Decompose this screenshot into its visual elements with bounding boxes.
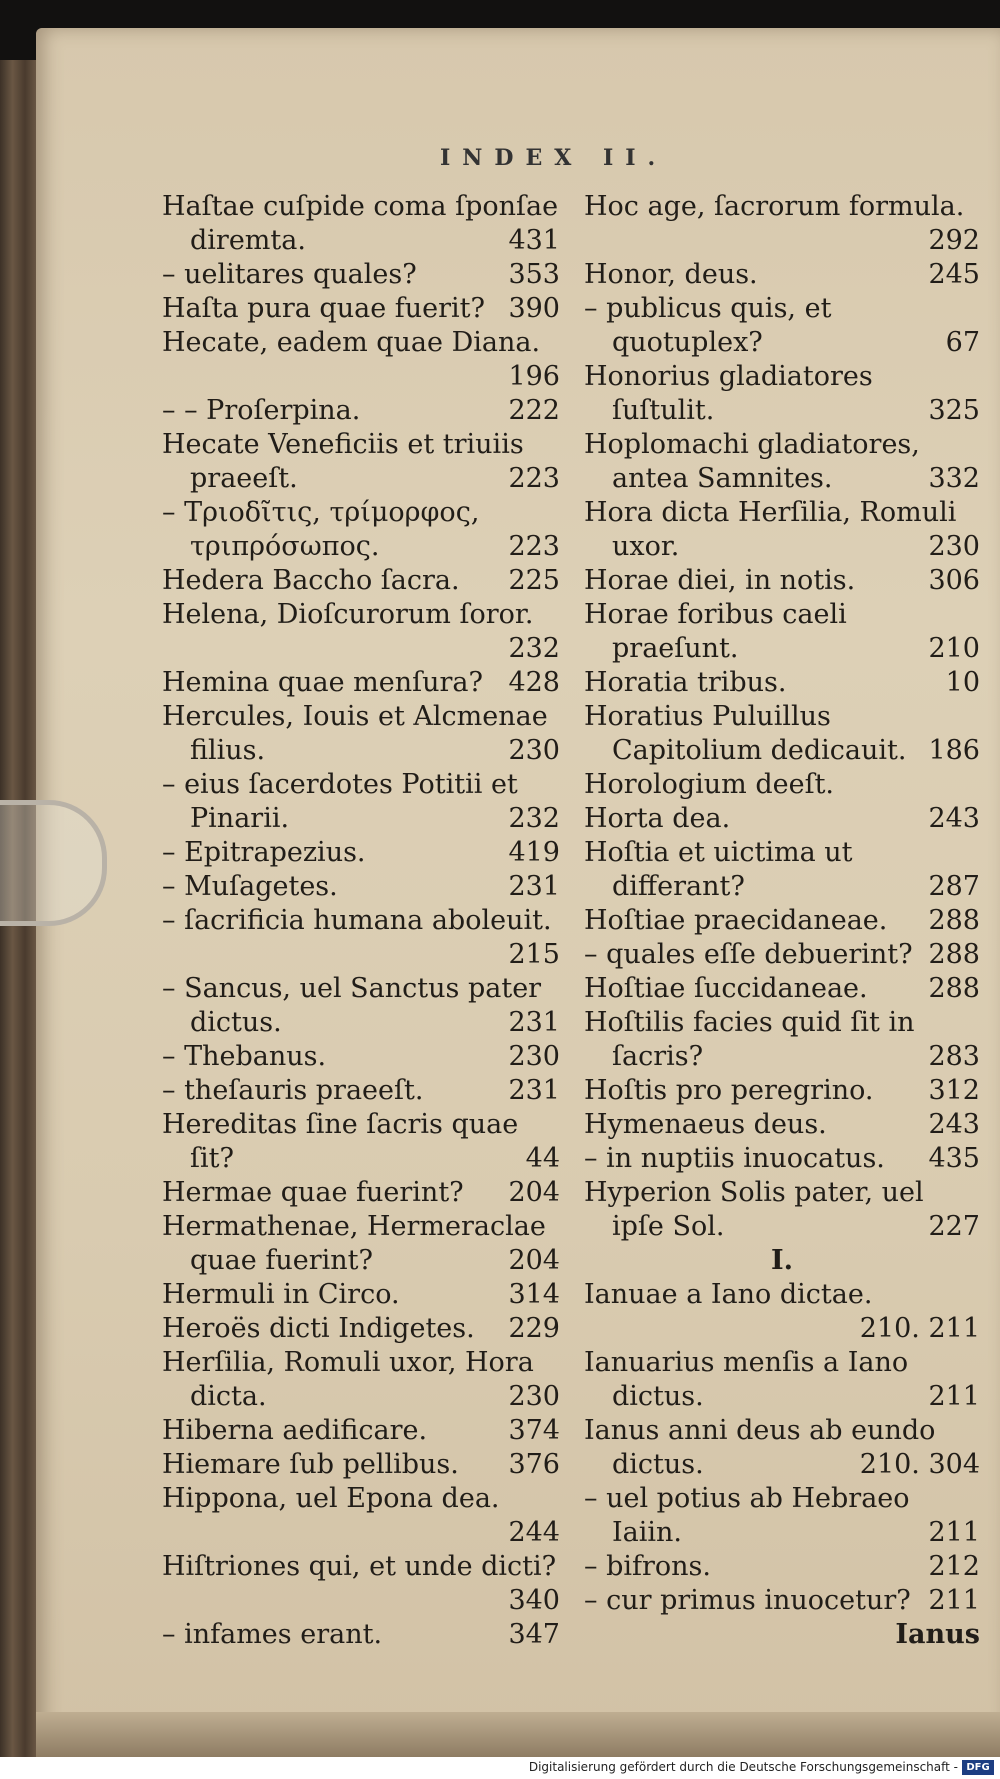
index-entry xyxy=(584,292,980,360)
index-entry xyxy=(584,428,980,496)
entry-text: Hoplomachi gladiatores, antea Samnites. xyxy=(584,429,920,494)
page-clip xyxy=(0,800,107,926)
index-entry xyxy=(584,1550,980,1584)
index-entry xyxy=(584,972,980,1006)
index-column-right xyxy=(584,190,980,1652)
index-entry xyxy=(162,666,560,700)
entry-page-number: 332 xyxy=(928,463,980,494)
entry-text: Hoſtis pro peregrino. xyxy=(584,1075,874,1106)
entry-page-number: 419 xyxy=(508,837,560,868)
entry-page-number: 287 xyxy=(928,871,980,902)
entry-page-number: 243 xyxy=(928,1109,980,1140)
entry-text: Hecate Veneficiis et triuiis praeeſt. xyxy=(162,429,524,494)
entry-page-number: 223 xyxy=(508,463,560,494)
entry-text: Hermae quae fuerint? xyxy=(162,1177,464,1208)
entry-page-number: 215 xyxy=(508,939,560,970)
entry-text: – uel potius ab Hebraeo Iaiin. xyxy=(584,1483,910,1548)
index-entry xyxy=(162,768,560,836)
entry-page-number: 225 xyxy=(508,565,560,596)
entry-text: – cur primus inuocetur? xyxy=(584,1585,911,1616)
index-entry xyxy=(584,1346,980,1414)
entry-text: Hoſtiae ſuccidaneae. xyxy=(584,973,868,1004)
entry-text: Hora dicta Herſilia, Romuli uxor. xyxy=(584,497,957,562)
entry-page-number: 292 xyxy=(928,225,980,256)
entry-page-number: 67 xyxy=(945,327,980,358)
index-entry xyxy=(162,1482,560,1550)
index-entry xyxy=(584,1108,980,1142)
entry-text: Hermuli in Circo. xyxy=(162,1279,400,1310)
index-entry xyxy=(584,768,980,802)
entry-text: Hecate, eadem quae Diana. xyxy=(162,327,541,358)
entry-page-number: 325 xyxy=(928,395,980,426)
index-entry xyxy=(584,938,980,972)
entry-page-number: 245 xyxy=(928,259,980,290)
index-entry xyxy=(162,1176,560,1210)
running-header: INDEX II. xyxy=(440,145,668,171)
index-entry xyxy=(584,598,980,666)
entry-page-number: 196 xyxy=(508,361,560,392)
index-entry xyxy=(162,394,560,428)
entry-page-number: 211 xyxy=(928,1517,980,1548)
index-entry xyxy=(584,700,980,768)
entry-text: – – Proſerpina. xyxy=(162,395,361,426)
entry-text: Hippona, uel Epona dea. xyxy=(162,1483,500,1514)
entry-text: Hoſtia et uictima ut differant? xyxy=(584,837,853,902)
entry-page-number: 314 xyxy=(508,1279,560,1310)
entry-text: Hercules, Iouis et Alcmenae filius. xyxy=(162,701,548,766)
entry-text: Haſta pura quae fuerit? xyxy=(162,293,485,324)
index-entry xyxy=(584,904,980,938)
entry-page-number: 230 xyxy=(508,1041,560,1072)
index-entry xyxy=(584,360,980,428)
index-entry xyxy=(584,1074,980,1108)
entry-text: Horatius Puluillus Capitolium dedicauit. xyxy=(584,701,907,766)
entry-page-number: 204 xyxy=(508,1177,560,1208)
index-entry xyxy=(584,496,980,564)
entry-page-number: 306 xyxy=(928,565,980,596)
entry-page-number: 223 xyxy=(508,531,560,562)
entry-text: – Epitrapezius. xyxy=(162,837,366,868)
entry-page-number: 435 xyxy=(928,1143,980,1174)
index-entry xyxy=(162,1108,560,1176)
entry-page-number: 230 xyxy=(508,735,560,766)
index-entry xyxy=(162,496,560,564)
entry-text: Hyperion Solis pater, uel ipſe Sol. xyxy=(584,1177,924,1242)
index-entry xyxy=(584,1482,980,1550)
section-letter: I. xyxy=(770,1245,794,1276)
footer-bar xyxy=(0,1757,1000,1779)
index-entry xyxy=(162,1278,560,1312)
entry-text: – infames erant. xyxy=(162,1619,383,1650)
index-entry xyxy=(584,190,980,258)
index-entry xyxy=(162,292,560,326)
index-entry xyxy=(162,1346,560,1414)
entry-page-number: 312 xyxy=(928,1075,980,1106)
entry-text: – Thebanus. xyxy=(162,1041,327,1072)
index-entry xyxy=(162,836,560,870)
entry-text: Hoſtilis facies quid ſit in ſacris? xyxy=(584,1007,915,1072)
entry-text: – quales eſſe debuerint? xyxy=(584,939,913,970)
entry-text: Horatia tribus. xyxy=(584,667,787,698)
index-entry xyxy=(162,326,560,394)
entry-page-number: 212 xyxy=(928,1551,980,1582)
index-entry xyxy=(584,1176,980,1244)
entry-page-number: 288 xyxy=(928,939,980,970)
index-entry xyxy=(584,564,980,598)
book-bottom-edge xyxy=(36,1712,1000,1757)
index-column-left xyxy=(162,190,560,1652)
entry-text: – ſacrificia humana aboleuit. xyxy=(162,905,552,936)
index-entry xyxy=(584,1006,980,1074)
index-entry xyxy=(162,904,560,972)
entry-page-number: 231 xyxy=(508,871,560,902)
index-entry xyxy=(584,1142,980,1176)
entry-text: Ianus anni deus ab eundo dictus. xyxy=(584,1415,936,1480)
entry-page-number: 230 xyxy=(928,531,980,562)
index-entry xyxy=(584,1278,980,1346)
entry-text: Honorius gladiatores ſuſtulit. xyxy=(584,361,873,426)
index-entry xyxy=(162,564,560,598)
entry-page-number: 431 xyxy=(508,225,560,256)
entry-text: – uelitares quales? xyxy=(162,259,417,290)
entry-text: Horologium deeſt. xyxy=(584,769,835,800)
entry-page-number: 244 xyxy=(508,1517,560,1548)
index-entry xyxy=(162,1448,560,1482)
index-entry xyxy=(162,190,560,258)
index-entry xyxy=(584,1584,980,1618)
entry-text: Heroës dicti Indigetes. xyxy=(162,1313,475,1344)
entry-page-number: 374 xyxy=(508,1415,560,1446)
entry-text: Horae diei, in notis. xyxy=(584,565,856,596)
entry-text: – Sancus, uel Sanctus pater dictus. xyxy=(162,973,542,1038)
entry-text: Ianuarius menſis a Iano dictus. xyxy=(584,1347,909,1412)
entry-page-number: 390 xyxy=(508,293,560,324)
entry-page-number: 204 xyxy=(508,1245,560,1276)
entry-page-number: 353 xyxy=(508,259,560,290)
entry-text: Horae foribus caeli praeſunt. xyxy=(584,599,847,664)
entries-h xyxy=(584,190,980,1244)
index-entry xyxy=(162,870,560,904)
entry-page-number: 243 xyxy=(928,803,980,834)
entry-page-number: 210. 304 xyxy=(859,1449,980,1480)
entry-text: Ianuae a Iano dictae. xyxy=(584,1279,873,1310)
entry-text: Herſilia, Romuli uxor, Hora dicta. xyxy=(162,1347,534,1412)
entry-text: – bifrons. xyxy=(584,1551,711,1582)
index-entry xyxy=(162,972,560,1040)
index-entry xyxy=(162,1074,560,1108)
index-entry xyxy=(162,1414,560,1448)
entry-text: Hedera Baccho ſacra. xyxy=(162,565,460,596)
entry-text: Honor, deus. xyxy=(584,259,758,290)
index-entry xyxy=(162,258,560,292)
index-entry xyxy=(584,802,980,836)
entry-page-number: 10 xyxy=(945,667,980,698)
entry-page-number: 186 xyxy=(928,735,980,766)
entry-text: Horta dea. xyxy=(584,803,731,834)
index-entry xyxy=(162,1040,560,1074)
entries-i xyxy=(584,1278,980,1618)
entry-text: Hemina quae menſura? xyxy=(162,667,483,698)
entry-page-number: 230 xyxy=(508,1381,560,1412)
entry-page-number: 229 xyxy=(508,1313,560,1344)
index-entry xyxy=(584,666,980,700)
catchword: Ianus xyxy=(895,1619,980,1650)
entry-page-number: 232 xyxy=(508,803,560,834)
entry-text: – Muſagetes. xyxy=(162,871,338,902)
entry-text: Helena, Dioſcurorum ſoror. xyxy=(162,599,534,630)
entry-page-number: 288 xyxy=(928,973,980,1004)
entry-text: – publicus quis, et quotuplex? xyxy=(584,293,832,358)
entry-text: Hiemare ſub pellibus. xyxy=(162,1449,459,1480)
entry-page-number: 428 xyxy=(508,667,560,698)
entry-page-number: 210. 211 xyxy=(859,1313,980,1344)
entry-page-number: 340 xyxy=(508,1585,560,1616)
index-entry xyxy=(162,428,560,496)
entry-page-number: 210 xyxy=(928,633,980,664)
index-entry xyxy=(162,1210,560,1278)
entry-page-number: 231 xyxy=(508,1075,560,1106)
index-entry xyxy=(584,836,980,904)
entry-page-number: 231 xyxy=(508,1007,560,1038)
entry-page-number: 211 xyxy=(928,1381,980,1412)
index-entry xyxy=(162,1550,560,1618)
entry-page-number: 211 xyxy=(928,1585,980,1616)
index-entry xyxy=(162,700,560,768)
footer-text: Digitalisierung gefördert durch die Deutsche Forschungsgemeinschaft - xyxy=(528,1760,958,1774)
index-entry xyxy=(584,258,980,292)
entry-text: – Τριοδῖτις, τρίμορφος, τριπρόσωπος. xyxy=(162,497,480,562)
index-entry xyxy=(162,1618,560,1652)
entry-text: Hereditas ſine ſacris quae ſit? xyxy=(162,1109,519,1174)
entry-page-number: 222 xyxy=(508,395,560,426)
entry-text: – in nuptiis inuocatus. xyxy=(584,1143,885,1174)
entry-page-number: 232 xyxy=(508,633,560,664)
entry-text: Haſtae cuſpide coma ſponſae diremta. xyxy=(162,191,559,256)
entry-page-number: 376 xyxy=(508,1449,560,1480)
index-entry xyxy=(162,598,560,666)
entry-text: Hiberna aedificare. xyxy=(162,1415,428,1446)
entry-text: Hymenaeus deus. xyxy=(584,1109,827,1140)
index-entry xyxy=(162,1312,560,1346)
entry-text: Hoſtiae praecidaneae. xyxy=(584,905,888,936)
entry-page-number: 227 xyxy=(928,1211,980,1242)
dfg-logo: DFG xyxy=(962,1760,994,1775)
index-entry xyxy=(584,1414,980,1482)
entry-text: – eius ſacerdotes Potitii et Pinarii. xyxy=(162,769,518,834)
entry-page-number: 288 xyxy=(928,905,980,936)
entry-text: Hiſtriones qui, et unde dicti? xyxy=(162,1551,557,1582)
entry-page-number: 347 xyxy=(508,1619,560,1650)
entry-text: Hoc age, ſacrorum formula. xyxy=(584,191,965,222)
entry-page-number: 44 xyxy=(525,1143,560,1174)
entry-page-number: 283 xyxy=(928,1041,980,1072)
entry-text: Hermathenae, Hermeraclae quae fuerint? xyxy=(162,1211,546,1276)
entry-text: – theſauris praeeſt. xyxy=(162,1075,424,1106)
